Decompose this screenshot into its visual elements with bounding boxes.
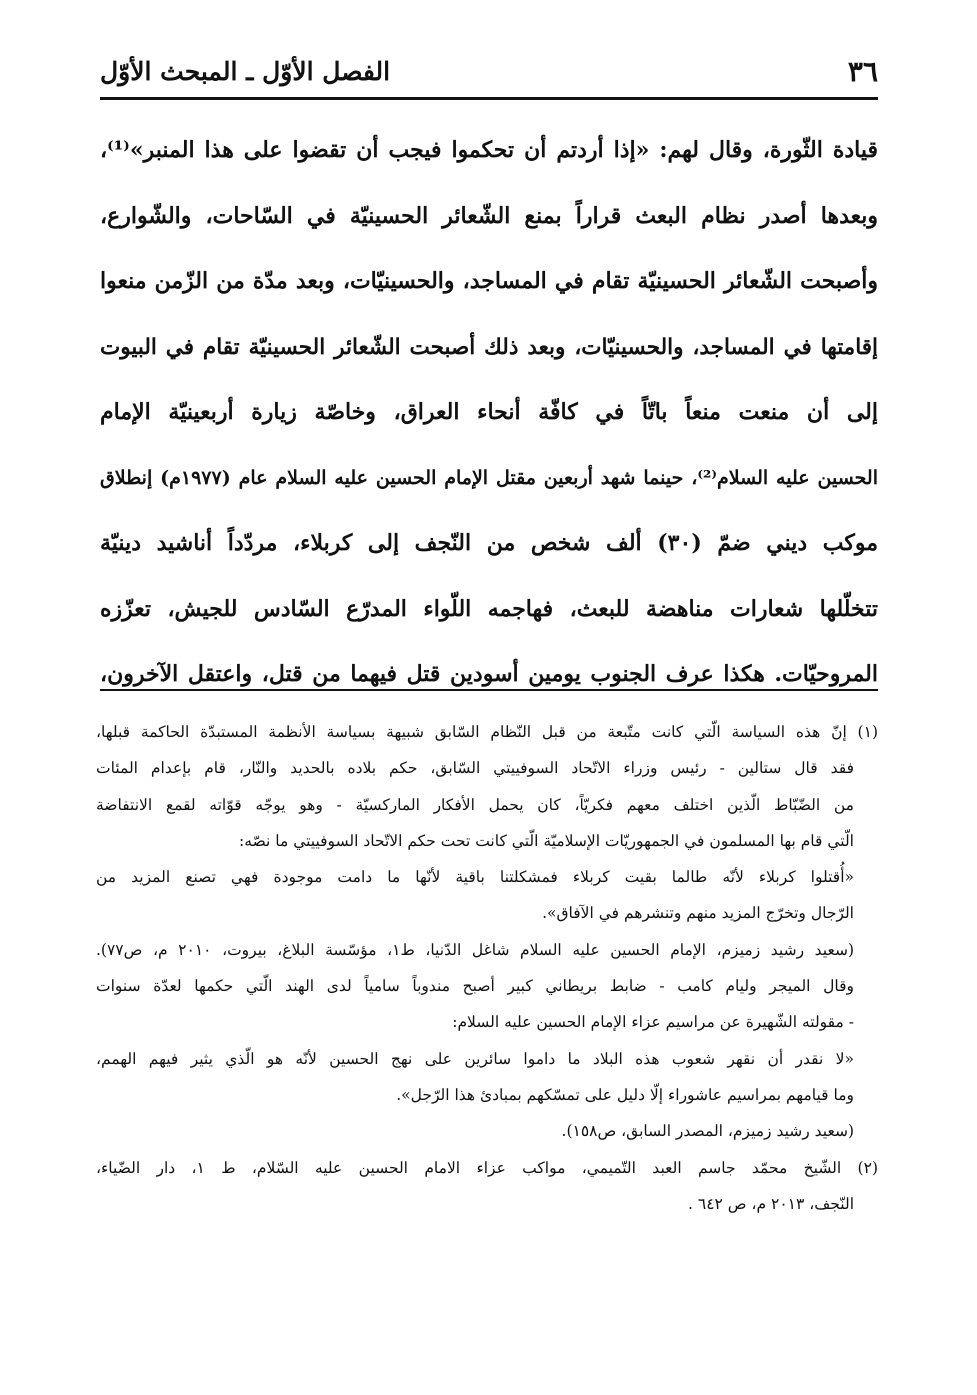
body-text: [100, 118, 878, 708]
footnote-rule: [100, 689, 878, 691]
body-line: المروحيّات. هكذا عرف الجنوب يومين أسودين قتل فيهما من قتل، واعتقل الآخرون،: [100, 661, 878, 687]
header-rule: [100, 97, 878, 100]
body-line: قيادة الثّورة، وقال لهم: «إذا أردتم أن تحكموا فيجب أن تقضوا على هذا المنبر»⁽¹⁾،: [100, 137, 878, 163]
footnote-1-line: وقال الميجر وليام كامب - ضابط بريطاني كبير أصبح مندوباً سامياً لدى الهند الّتي حكمها لعدّة سنوات: [96, 977, 854, 996]
footnote-1-citation: (سعيد رشيد زميزم، الإمام الحسين عليه السلام شاغل الدّنيا، ط١، مؤسّسة البلاغ، بيروت، ٢٠١٠ م، ص٧٧).: [96, 940, 854, 959]
body-line: إلى أن منعت منعاً باتّاً في كافّة أنحاء العراق، وخاصّة زيارة أربعينيّة الإمام: [100, 399, 878, 425]
footnotes: [96, 714, 878, 1222]
footnote-2-line: (٢) الشّيخ محمّد جاسم العبد التّميمي، مواكب عزاء الامام الحسين عليه السّلام، ط ١، دار الضّياء،: [96, 1158, 878, 1177]
footnote-1-quote-line: «أُقتلوا كربلاء لأنّه طالما بقيت كربلاء فمشكلتنا باقية لأنّها ما دامت موجودة فهي تصنع المزيد من: [96, 868, 854, 887]
body-line: الحسين عليه السلام⁽²⁾، حينما شهد أربعين مقتل الإمام الحسين عليه السلام عام (١٩٧٧م) إنطلاق: [100, 466, 878, 489]
footnote-1-quote-line: وما قيامهم بمراسيم عاشوراء إلّا دليل على تمسّكهم بمبادئ هذا الرّجل».: [396, 1085, 854, 1104]
footnote-1-line: فقد قال ستالين - رئيس وزراء الاتّحاد السوفييتي السّابق، حكم بلاده بالحديد والنّار، قام بإعدام المئات: [96, 759, 854, 778]
body-line: وبعدها أصدر نظام البعث قراراً بمنع الشّعائر الحسينيّة في السّاحات، والشّوارع،: [100, 202, 878, 229]
footnote-1-line: الّتي قام بها المسلمون في الجمهوريّات الإسلاميّة الّتي كانت تحت حكم الاتّحاد السوفييتي ما نصّه:: [239, 831, 854, 850]
footnote-1-line: من الضّبّاط الّذين اختلف معهم فكريّاً، كان يحمل الأفكار الماركسيّة - وهو يوجّه قوّاته لقمع الانتفاضة: [96, 795, 854, 814]
body-line: موكب ديني ضمّ (٣٠) ألف شخص من النّجف إلى كربلاء، مردّداً أناشيد دينيّة: [100, 530, 878, 556]
body-line: إقامتها في المساجد، والحسينيّات، وبعد ذلك أصبحت الشّعائر الحسينيّة تقام في البيوت: [100, 334, 878, 360]
footnote-1-line: - مقولته الشّهيرة عن مراسيم عزاء الإمام الحسين عليه السلام:: [452, 1013, 854, 1032]
page-number: ٣٦: [847, 55, 878, 88]
footnote-1-quote-line: الرّجال وتخرّج المزيد منهم وتنشرهم في الآفاق».: [542, 904, 854, 923]
footnote-2-line: النّجف، ٢٠١٣ م، ص ٦٤٢ .: [688, 1194, 854, 1213]
running-header: [100, 50, 878, 94]
footnote-1-citation: (سعيد رشيد زميزم، المصدر السابق، ص١٥٨).: [561, 1122, 854, 1141]
footnote-1-quote-line: «لا نقدر أن نقهر شعوب هذه البلاد ما داموا سائرين على نهج الحسين لأنّه هو الّذي يثير فيهم الهمم،: [96, 1049, 854, 1068]
body-line: تتخلّلها شعارات مناهضة للبعث، فهاجمه اللّواء المدرّع السّادس للجيش، تعزّزه: [100, 595, 878, 622]
footnote-1-line: (١) إنّ هذه السياسة الّتي كانت متّبعة من قبل النّظام السّابق شبيهة بسياسة الأنظمة المستبدّة الحاكمة قبلها،: [96, 723, 878, 741]
body-line: وأصبحت الشّعائر الحسينيّة تقام في المساجد، والحسينيّات، وبعد مدّة من الزّمن منعوا: [100, 268, 878, 294]
chapter-title: الفصل الأوّل ـ المبحث الأوّل: [100, 57, 391, 86]
